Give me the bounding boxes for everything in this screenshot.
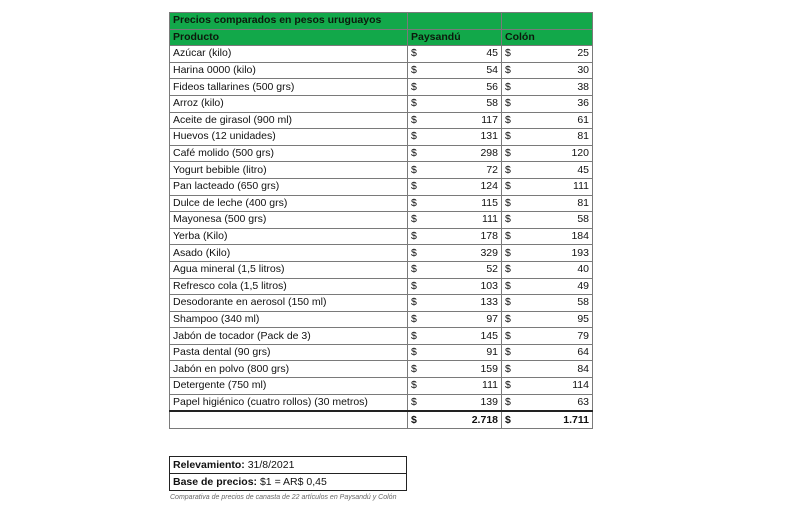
currency-symbol: $ — [502, 228, 522, 245]
product-name: Mayonesa (500 grs) — [170, 212, 408, 229]
paysandu-price: 97 — [428, 311, 502, 328]
product-name: Agua mineral (1,5 litros) — [170, 261, 408, 278]
currency-symbol: $ — [408, 328, 428, 345]
currency-symbol: $ — [408, 162, 428, 179]
product-name: Pan lacteado (650 grs) — [170, 178, 408, 195]
product-name: Jabón de tocador (Pack de 3) — [170, 328, 408, 345]
currency-symbol: $ — [502, 162, 522, 179]
currency-symbol: $ — [502, 195, 522, 212]
paysandu-price: 45 — [428, 46, 502, 63]
currency-symbol: $ — [408, 129, 428, 146]
colon-price: 40 — [522, 261, 593, 278]
product-name: Azúcar (kilo) — [170, 46, 408, 63]
colon-price: 63 — [522, 394, 593, 411]
colon-price: 114 — [522, 378, 593, 395]
paysandu-price: 124 — [428, 178, 502, 195]
table-row — [170, 378, 593, 395]
product-name: Fideos tallarines (500 grs) — [170, 79, 408, 96]
product-name: Refresco cola (1,5 litros) — [170, 278, 408, 295]
currency-symbol: $ — [408, 145, 428, 162]
colon-price: 30 — [522, 62, 593, 79]
table-row — [170, 394, 593, 411]
table-header-row — [170, 29, 593, 46]
paysandu-price: 329 — [428, 245, 502, 262]
title-blank-cell — [408, 13, 502, 30]
product-name: Aceite de girasol (900 ml) — [170, 112, 408, 129]
colon-price: 49 — [522, 278, 593, 295]
paysandu-price: 56 — [428, 79, 502, 96]
table-row — [170, 212, 593, 229]
currency-symbol: $ — [408, 361, 428, 378]
table-row — [170, 328, 593, 345]
totals-row — [170, 411, 593, 428]
colon-price: 45 — [522, 162, 593, 179]
paysandu-price: 54 — [428, 62, 502, 79]
currency-symbol: $ — [408, 411, 428, 428]
table-row — [170, 361, 593, 378]
currency-symbol: $ — [408, 46, 428, 63]
colon-price: 120 — [522, 145, 593, 162]
paysandu-price: 115 — [428, 195, 502, 212]
colon-price: 111 — [522, 178, 593, 195]
table-row — [170, 344, 593, 361]
currency-symbol: $ — [502, 378, 522, 395]
paysandu-price: 52 — [428, 261, 502, 278]
paysandu-price: 298 — [428, 145, 502, 162]
table-title-row — [170, 13, 593, 30]
paysandu-price: 145 — [428, 328, 502, 345]
currency-symbol: $ — [502, 278, 522, 295]
paysandu-price: 139 — [428, 394, 502, 411]
paysandu-price: 72 — [428, 162, 502, 179]
colon-price: 58 — [522, 212, 593, 229]
product-name: Arroz (kilo) — [170, 95, 408, 112]
product-name: Yerba (Kilo) — [170, 228, 408, 245]
product-name: Papel higiénico (cuatro rollos) (30 metros) — [170, 394, 408, 411]
table-row — [170, 95, 593, 112]
colon-price: 25 — [522, 46, 593, 63]
paysandu-price: 91 — [428, 344, 502, 361]
currency-symbol: $ — [502, 361, 522, 378]
colon-price: 64 — [522, 344, 593, 361]
table-row — [170, 245, 593, 262]
currency-symbol: $ — [408, 212, 428, 229]
table-row — [170, 46, 593, 63]
colon-price: 95 — [522, 311, 593, 328]
price-comparison-table — [169, 12, 593, 429]
product-name: Asado (Kilo) — [170, 245, 408, 262]
table-row — [170, 228, 593, 245]
base-value: $1 = AR$ 0,45 — [259, 476, 327, 488]
paysandu-total: 2.718 — [428, 411, 502, 428]
base-label: Base de precios: — [173, 476, 258, 488]
paysandu-price: 131 — [428, 129, 502, 146]
currency-symbol: $ — [408, 278, 428, 295]
notes-box — [169, 456, 407, 491]
table-row — [170, 162, 593, 179]
table-row — [170, 129, 593, 146]
table-row — [170, 178, 593, 195]
product-name: Dulce de leche (400 grs) — [170, 195, 408, 212]
currency-symbol: $ — [408, 95, 428, 112]
product-name: Huevos (12 unidades) — [170, 129, 408, 146]
currency-symbol: $ — [408, 228, 428, 245]
table-row — [170, 145, 593, 162]
product-name: Yogurt bebible (litro) — [170, 162, 408, 179]
product-name: Café molido (500 grs) — [170, 145, 408, 162]
header-colon: Colón — [502, 29, 593, 46]
currency-symbol: $ — [408, 62, 428, 79]
colon-price: 36 — [522, 95, 593, 112]
colon-price: 61 — [522, 112, 593, 129]
currency-symbol: $ — [502, 328, 522, 345]
currency-symbol: $ — [408, 195, 428, 212]
title-blank-cell — [502, 13, 593, 30]
colon-price: 79 — [522, 328, 593, 345]
currency-symbol: $ — [502, 129, 522, 146]
currency-symbol: $ — [502, 295, 522, 312]
paysandu-price: 133 — [428, 295, 502, 312]
product-name: Detergente (750 ml) — [170, 378, 408, 395]
colon-price: 193 — [522, 245, 593, 262]
currency-symbol: $ — [502, 62, 522, 79]
currency-symbol: $ — [502, 411, 522, 428]
paysandu-price: 111 — [428, 378, 502, 395]
table-row — [170, 278, 593, 295]
currency-symbol: $ — [502, 245, 522, 262]
paysandu-price: 58 — [428, 95, 502, 112]
currency-symbol: $ — [502, 46, 522, 63]
table-row — [170, 295, 593, 312]
product-name: Desodorante en aerosol (150 ml) — [170, 295, 408, 312]
table-title: Precios comparados en pesos uruguayos — [170, 13, 408, 30]
currency-symbol: $ — [408, 178, 428, 195]
product-name: Shampoo (340 ml) — [170, 311, 408, 328]
currency-symbol: $ — [502, 394, 522, 411]
table-row — [170, 112, 593, 129]
currency-symbol: $ — [408, 311, 428, 328]
product-name: Harina 0000 (kilo) — [170, 62, 408, 79]
survey-label: Relevamiento: — [173, 459, 245, 471]
currency-symbol: $ — [408, 245, 428, 262]
colon-price: 81 — [522, 129, 593, 146]
currency-symbol: $ — [408, 261, 428, 278]
colon-price: 84 — [522, 361, 593, 378]
table-row — [170, 79, 593, 96]
currency-symbol: $ — [408, 79, 428, 96]
table-row — [170, 261, 593, 278]
paysandu-price: 111 — [428, 212, 502, 229]
colon-price: 38 — [522, 79, 593, 96]
header-product: Producto — [170, 29, 408, 46]
colon-total: 1.711 — [522, 411, 593, 428]
base-cell — [170, 474, 407, 491]
currency-symbol: $ — [502, 178, 522, 195]
currency-symbol: $ — [408, 394, 428, 411]
table-row — [170, 62, 593, 79]
currency-symbol: $ — [408, 112, 428, 129]
table-row — [170, 195, 593, 212]
currency-symbol: $ — [502, 212, 522, 229]
currency-symbol: $ — [502, 79, 522, 96]
paysandu-price: 159 — [428, 361, 502, 378]
currency-symbol: $ — [502, 95, 522, 112]
table-row — [170, 311, 593, 328]
currency-symbol: $ — [408, 344, 428, 361]
product-name: Pasta dental (90 grs) — [170, 344, 408, 361]
colon-price: 81 — [522, 195, 593, 212]
currency-symbol: $ — [502, 145, 522, 162]
currency-symbol: $ — [502, 311, 522, 328]
survey-value: 31/8/2021 — [247, 459, 295, 471]
colon-price: 184 — [522, 228, 593, 245]
header-paysandu: Paysandú — [408, 29, 502, 46]
survey-row — [170, 457, 407, 474]
product-name: Jabón en polvo (800 grs) — [170, 361, 408, 378]
paysandu-price: 117 — [428, 112, 502, 129]
base-row — [170, 474, 407, 491]
currency-symbol: $ — [502, 112, 522, 129]
paysandu-price: 103 — [428, 278, 502, 295]
colon-price: 58 — [522, 295, 593, 312]
currency-symbol: $ — [502, 261, 522, 278]
currency-symbol: $ — [502, 344, 522, 361]
caption: Comparativa de precios de canasta de 22 artículos en Paysandú y Colón — [170, 494, 397, 501]
paysandu-price: 178 — [428, 228, 502, 245]
totals-blank — [170, 411, 408, 428]
survey-cell — [170, 457, 407, 474]
currency-symbol: $ — [408, 378, 428, 395]
currency-symbol: $ — [408, 295, 428, 312]
